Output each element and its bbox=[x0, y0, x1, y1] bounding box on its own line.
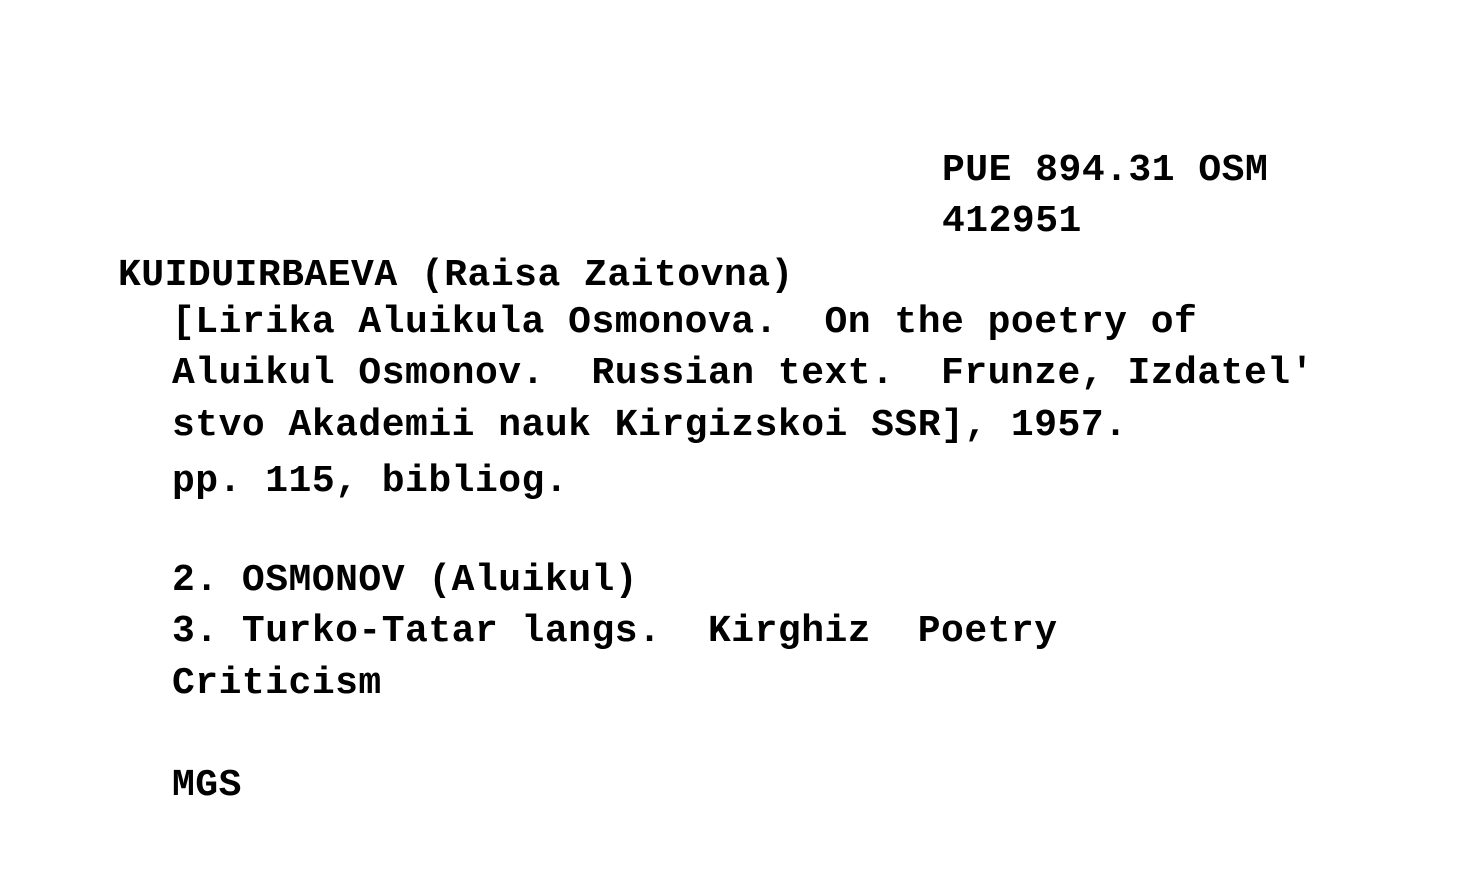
title-line-3: stvo Akademii nauk Kirgizskoi SSR], 1957. bbox=[172, 404, 1128, 447]
author-heading: KUIDUIRBAEVA (Raisa Zaitovna) bbox=[118, 254, 794, 297]
classification-number: PUE 894.31 OSM bbox=[942, 149, 1269, 192]
tracing-3-continued: Criticism bbox=[172, 662, 382, 705]
tracing-3: 3. Turko-Tatar langs. Kirghiz Poetry bbox=[172, 610, 1058, 653]
tracing-2: 2. OSMONOV (Aluikul) bbox=[172, 559, 639, 602]
title-line-1: [Lirika Aluikula Osmonova. On the poetry of bbox=[172, 301, 1198, 344]
location-code: MGS bbox=[172, 764, 242, 807]
accession-number: 412951 bbox=[942, 200, 1082, 243]
title-line-2: Aluikul Osmonov. Russian text. Frunze, Izdatel' bbox=[172, 352, 1314, 395]
collation: pp. 115, bibliog. bbox=[172, 460, 569, 503]
